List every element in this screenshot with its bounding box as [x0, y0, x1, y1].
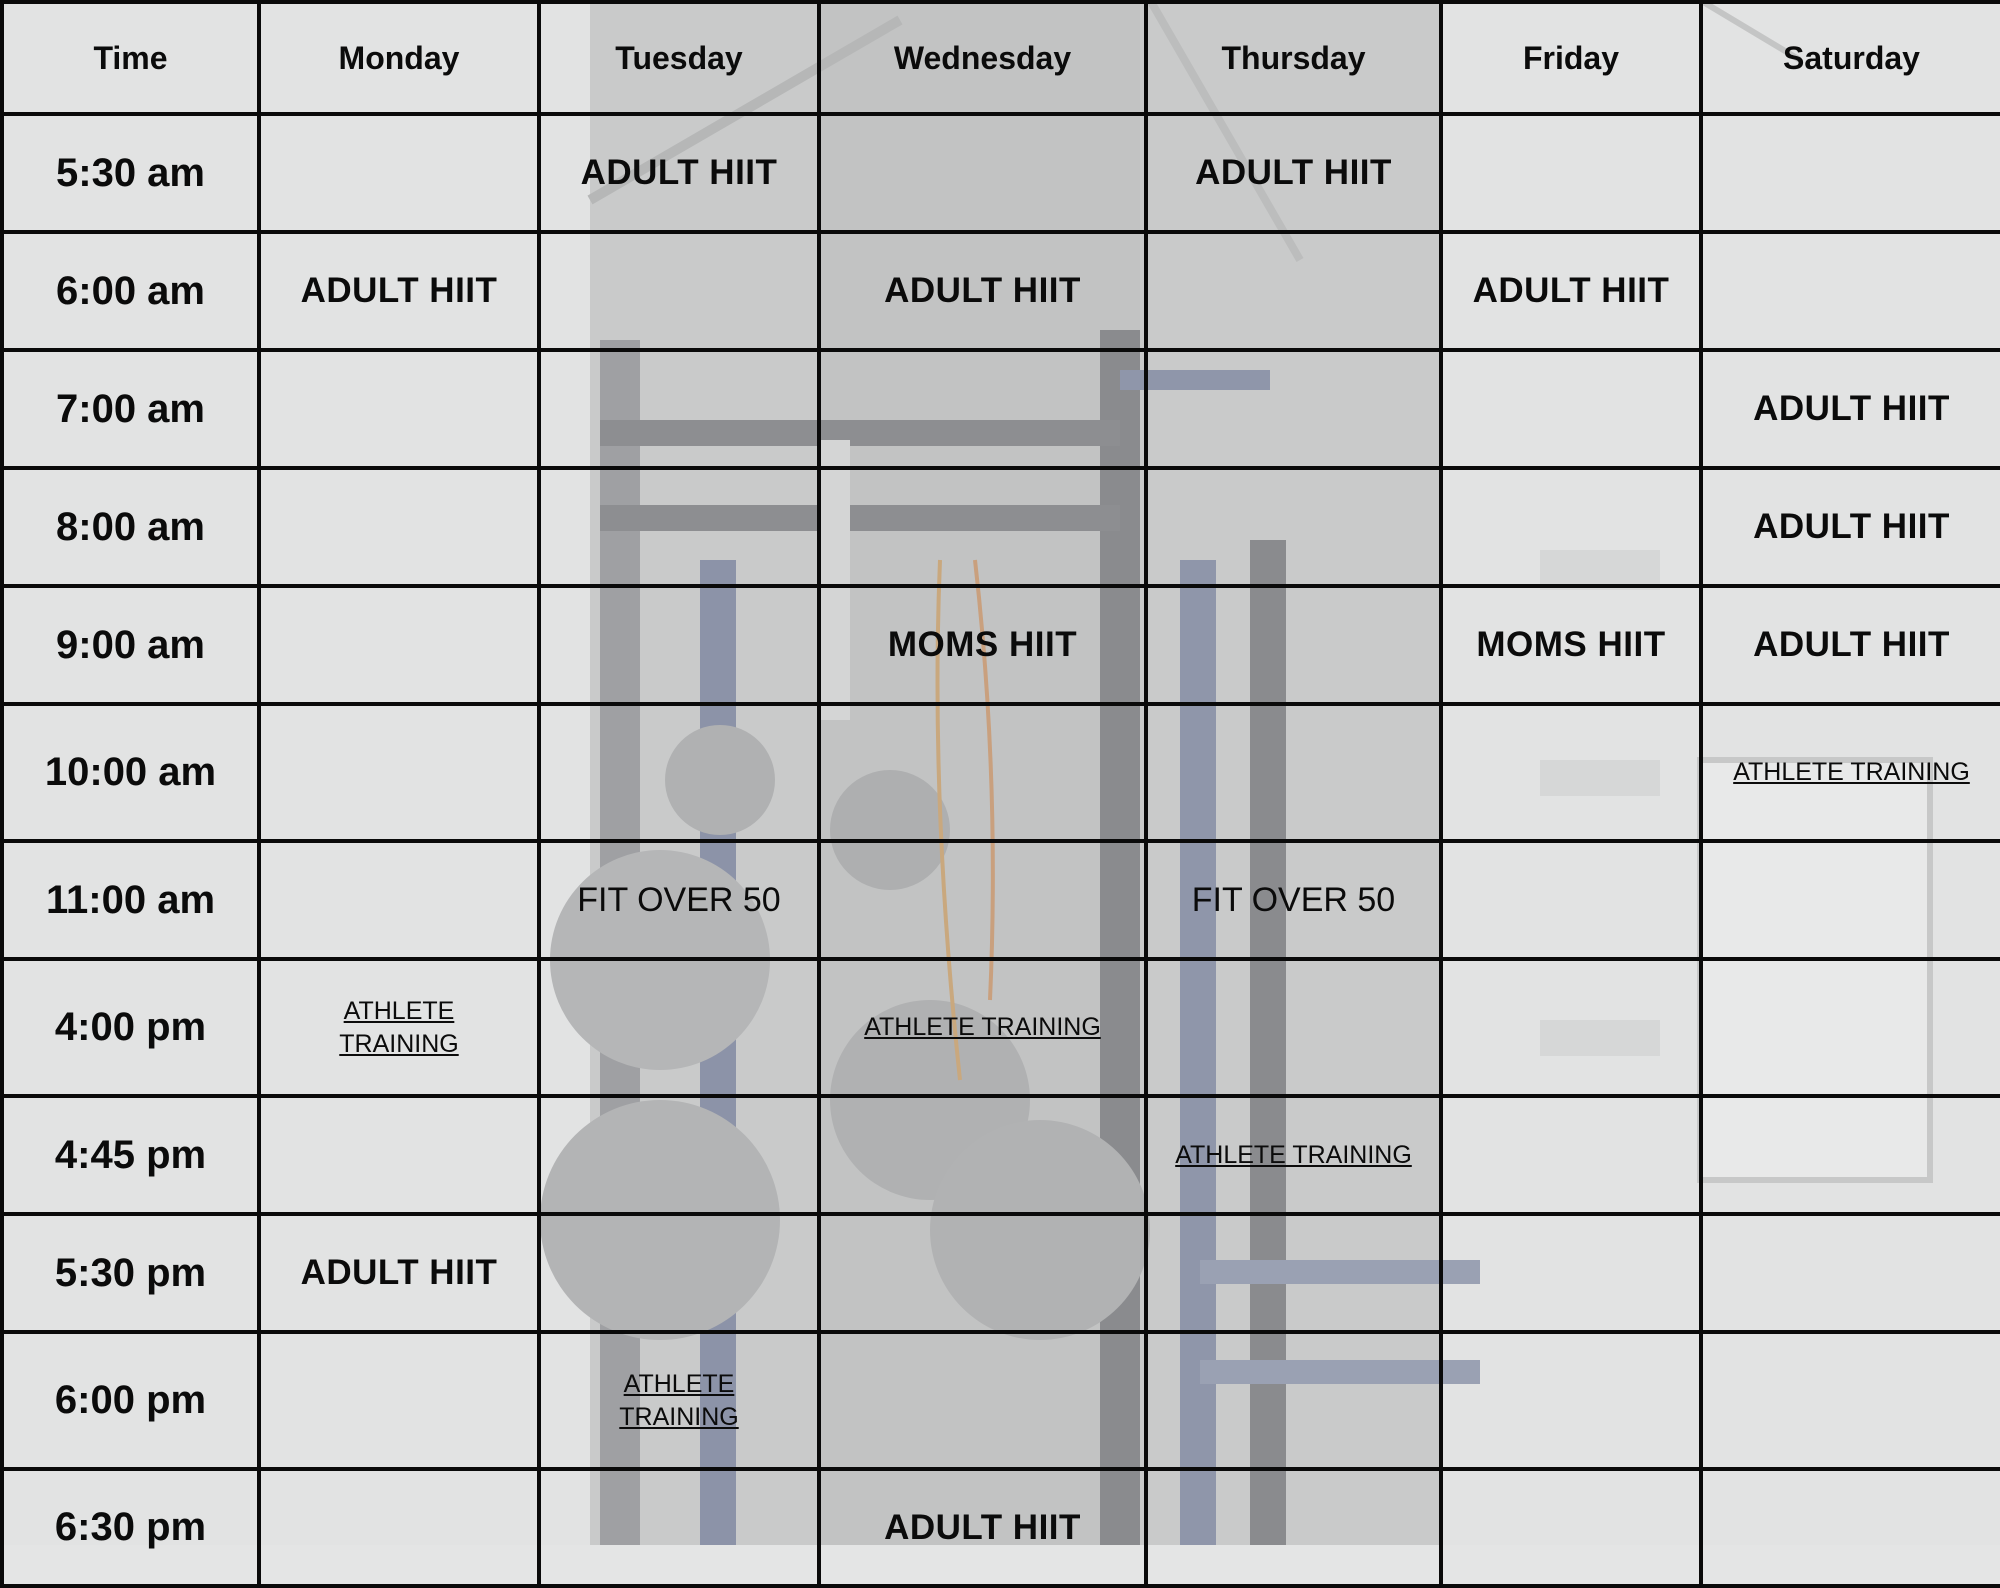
schedule-cell	[539, 586, 819, 704]
schedule-cell	[1441, 586, 1701, 704]
schedule-cell	[1701, 1469, 2000, 1586]
schedule-cell	[539, 114, 819, 232]
schedule-cell	[1146, 704, 1441, 841]
class-name: ADULT HIIT	[300, 1253, 498, 1292]
athlete-training-link[interactable]: ATHLETE TRAINING	[864, 1013, 1101, 1042]
day-header-tuesday: Tuesday	[539, 2, 819, 114]
schedule-cell	[1441, 114, 1701, 232]
schedule-cell	[819, 1096, 1146, 1214]
time-slot-label: 4:00 pm	[2, 959, 259, 1096]
schedule-cell	[539, 1332, 819, 1469]
schedule-cell	[819, 704, 1146, 841]
schedule-cell	[1146, 350, 1441, 468]
athlete-training-link[interactable]: ATHLETE TRAINING	[1733, 758, 1970, 787]
schedule-cell	[1441, 959, 1701, 1096]
schedule-cell	[819, 1469, 1146, 1586]
schedule-cell	[1146, 959, 1441, 1096]
schedule-cell	[1701, 586, 2000, 704]
time-slot-row	[2, 468, 2000, 586]
schedule-cell	[1701, 468, 2000, 586]
schedule-cell	[1146, 1332, 1441, 1469]
schedule-cell	[1701, 959, 2000, 1096]
schedule-cell	[539, 959, 819, 1096]
schedule-cell	[1441, 841, 1701, 959]
time-slot-label: 6:00 pm	[2, 1332, 259, 1469]
schedule-cell	[1146, 1214, 1441, 1332]
time-slot-row	[2, 1332, 2000, 1469]
schedule-cell	[819, 959, 1146, 1096]
schedule-cell	[1441, 1469, 1701, 1586]
schedule-cell	[1701, 704, 2000, 841]
athlete-training-link[interactable]: ATHLETE TRAINING	[1175, 1140, 1412, 1169]
schedule-cell	[259, 468, 539, 586]
schedule-cell	[1701, 114, 2000, 232]
schedule-cell	[1441, 1332, 1701, 1469]
schedule-cell	[1441, 468, 1701, 586]
schedule-cell	[819, 1214, 1146, 1332]
time-column-header: Time	[2, 2, 259, 114]
schedule-cell	[1441, 232, 1701, 350]
schedule-cell	[259, 704, 539, 841]
schedule-cell	[1146, 586, 1441, 704]
class-name: ADULT HIIT	[1753, 507, 1950, 546]
time-slot-row	[2, 1096, 2000, 1214]
schedule-cell	[819, 1332, 1146, 1469]
schedule-cell	[539, 841, 819, 959]
schedule-cell	[259, 1214, 539, 1332]
class-name: ADULT HIIT	[1753, 389, 1950, 428]
schedule-body	[2, 114, 2000, 1586]
time-slot-label: 8:00 am	[2, 468, 259, 586]
header-row	[2, 2, 2000, 114]
schedule-cell	[259, 1096, 539, 1214]
schedule-cell	[259, 114, 539, 232]
class-name: FIT OVER 50	[1191, 880, 1396, 919]
schedule-cell	[1146, 114, 1441, 232]
day-header-saturday: Saturday	[1701, 2, 2000, 114]
schedule-cell	[1701, 1214, 2000, 1332]
time-slot-row	[2, 586, 2000, 704]
class-name: ADULT HIIT	[884, 271, 1081, 310]
time-slot-label: 9:00 am	[2, 586, 259, 704]
schedule-cell	[259, 1332, 539, 1469]
class-name: ADULT HIIT	[884, 1507, 1081, 1547]
schedule-cell	[539, 232, 819, 350]
time-slot-row	[2, 232, 2000, 350]
schedule-cell	[259, 959, 539, 1096]
schedule-cell	[1441, 1096, 1701, 1214]
day-header-monday: Monday	[259, 2, 539, 114]
time-slot-label: 4:45 pm	[2, 1096, 259, 1214]
time-slot-label: 7:00 am	[2, 350, 259, 468]
time-slot-row	[2, 114, 2000, 232]
class-name: MOMS HIIT	[1476, 625, 1666, 664]
schedule-cell	[1701, 232, 2000, 350]
schedule-cell	[1441, 350, 1701, 468]
schedule-cell	[539, 468, 819, 586]
schedule-cell	[819, 468, 1146, 586]
schedule-cell	[539, 1096, 819, 1214]
class-name: ADULT HIIT	[1753, 625, 1950, 664]
schedule-cell	[1146, 1096, 1441, 1214]
schedule-cell	[1441, 704, 1701, 841]
class-name: ADULT HIIT	[1472, 271, 1670, 310]
schedule-cell	[539, 350, 819, 468]
schedule-cell	[819, 586, 1146, 704]
schedule-cell	[259, 350, 539, 468]
schedule-cell	[259, 1469, 539, 1586]
schedule-cell	[1441, 1214, 1701, 1332]
schedule-cell	[1146, 1469, 1441, 1586]
time-slot-label: 11:00 am	[2, 841, 259, 959]
time-slot-label: 5:30 am	[2, 114, 259, 232]
schedule-cell	[259, 586, 539, 704]
class-name: MOMS HIIT	[887, 625, 1078, 664]
time-slot-label: 6:30 pm	[2, 1469, 259, 1586]
schedule-cell	[819, 114, 1146, 232]
athlete-training-link[interactable]: ATHLETE TRAINING	[619, 1370, 739, 1431]
athlete-training-link[interactable]: ATHLETE TRAINING	[339, 997, 459, 1058]
schedule-cell	[1146, 841, 1441, 959]
schedule-cell	[259, 232, 539, 350]
time-slot-label: 10:00 am	[2, 704, 259, 841]
schedule-cell	[819, 350, 1146, 468]
schedule-cell	[819, 841, 1146, 959]
day-header-thursday: Thursday	[1146, 2, 1441, 114]
schedule-cell	[1701, 841, 2000, 959]
time-slot-row	[2, 1214, 2000, 1332]
schedule-cell	[1701, 1332, 2000, 1469]
schedule-cell	[1146, 232, 1441, 350]
schedule-cell	[819, 232, 1146, 350]
class-name: ADULT HIIT	[580, 153, 778, 192]
schedule-cell	[1701, 350, 2000, 468]
schedule-cell	[259, 841, 539, 959]
schedule-cell	[1701, 1096, 2000, 1214]
time-slot-label: 6:00 am	[2, 232, 259, 350]
time-slot-row	[2, 959, 2000, 1096]
time-slot-row	[2, 1469, 2000, 1586]
day-header-wednesday: Wednesday	[819, 2, 1146, 114]
time-slot-label: 5:30 pm	[2, 1214, 259, 1332]
class-name: FIT OVER 50	[577, 880, 781, 919]
schedule-cell	[539, 704, 819, 841]
class-name: ADULT HIIT	[1195, 153, 1392, 192]
time-slot-row	[2, 704, 2000, 841]
time-slot-row	[2, 350, 2000, 468]
time-slot-row	[2, 841, 2000, 959]
day-header-friday: Friday	[1441, 2, 1701, 114]
schedule-cell	[539, 1214, 819, 1332]
schedule-cell	[539, 1469, 819, 1586]
schedule-cell	[1146, 468, 1441, 586]
class-name: ADULT HIIT	[300, 271, 498, 310]
